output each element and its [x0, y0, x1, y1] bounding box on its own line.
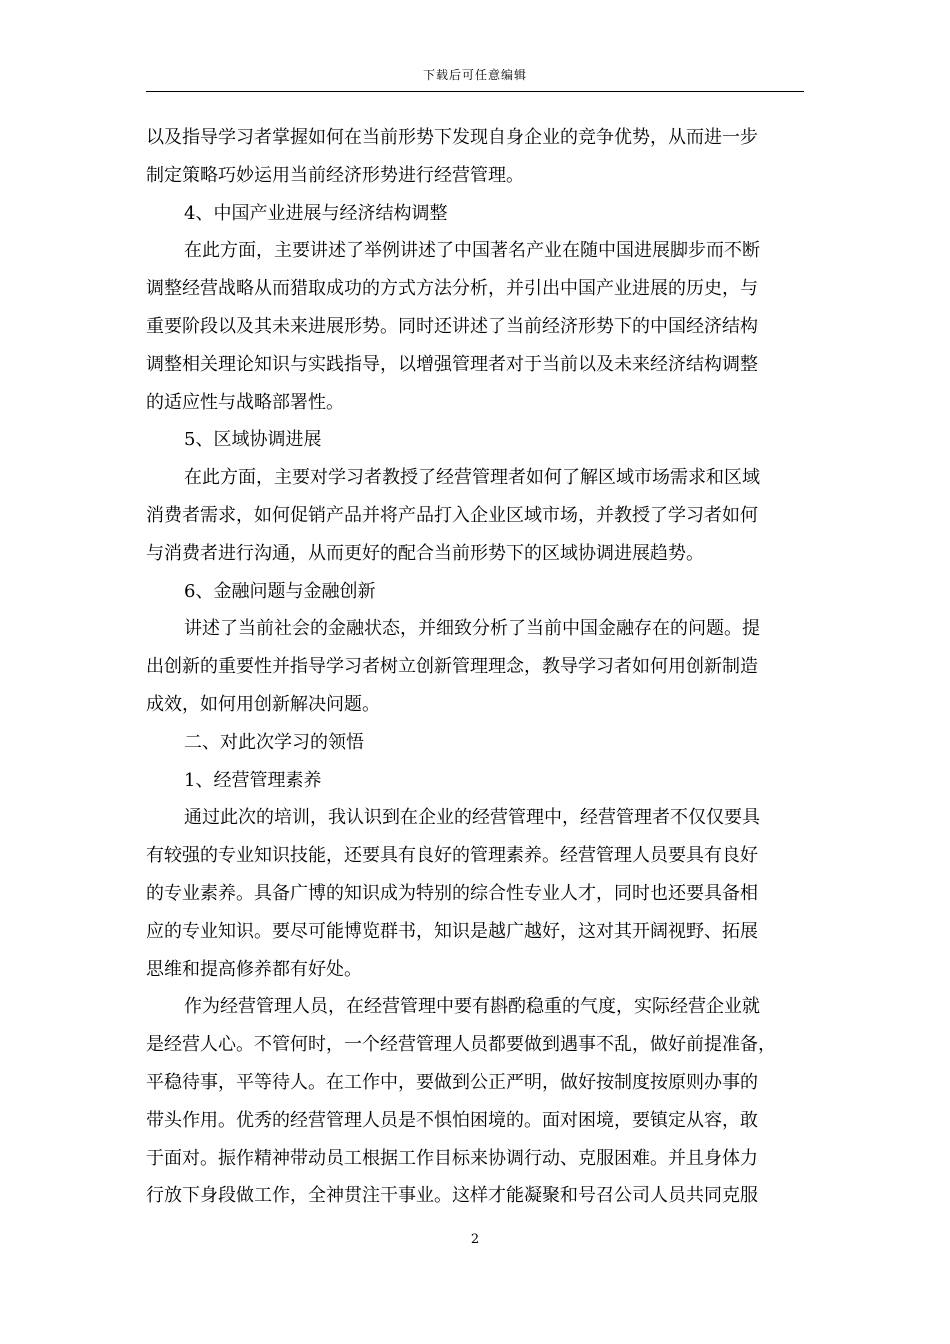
text-line: 在此方面，主要对学习者教授了经营管理者如何了解区域市场需求和区域: [184, 467, 760, 489]
page-number: 2: [470, 1232, 480, 1247]
text-line: 5、区域协调进展: [184, 429, 322, 451]
text-line: 应的专业知识。要尽可能博览群书，知识是越广越好，这对其开阔视野、拓展: [146, 920, 758, 942]
text-line: 作为经营管理人员，在经营管理中要有斟酌稳重的气度，实际经营企业就: [184, 996, 760, 1018]
text-line: 思维和提高修养都有好处。: [146, 958, 362, 980]
text-line: 有较强的专业知识技能，还要具有良好的管理素养。经营管理人员要具有良好: [146, 845, 758, 867]
text-line: 以及指导学习者掌握如何在当前形势下发现自身企业的竞争优势，从而进一步: [146, 127, 758, 148]
text-line: 二、对此次学习的领悟: [184, 731, 364, 753]
text-line: 带头作用。优秀的经营管理人员是不惧怕困境的。面对困境，要镇定从容，敢: [146, 1109, 758, 1131]
text-line: 出创新的重要性并指导学习者树立创新管理理念，教导学习者如何用创新制造: [146, 656, 758, 678]
text-line: 调整相关理论知识与实践指导，以增强管理者对于当前以及未来经济结构调整: [146, 353, 758, 375]
page-header: 下载后可任意编辑: [422, 68, 527, 82]
text-line: 平稳待事，平等待人。在工作中，要做到公正严明，做好按制度按原则办事的: [146, 1071, 758, 1093]
text-line: 6、金融问题与金融创新: [184, 580, 376, 602]
document-body: [146, 119, 806, 1215]
text-line: 1、经营管理素养: [184, 769, 322, 791]
text-line: 消费者需求，如何促销产品并将产品打入企业区域市场，并教授了学习者如何: [146, 504, 758, 526]
text-line: 是经营人心。不管何时，一个经营管理人员都要做到遇事不乱，做好前提准备，: [146, 1034, 776, 1056]
text-line: 行放下身段做工作，全神贯注干事业。这样才能凝聚和号召公司人员共同克服: [146, 1185, 758, 1207]
text-line: 4、中国产业进展与经济结构调整: [184, 202, 448, 224]
text-line: 的专业素养。具备广博的知识成为特别的综合性专业人才，同时也还要具备相: [146, 882, 758, 904]
text-line: 讲述了当前社会的金融状态，并细致分析了当前中国金融存在的问题。提: [184, 618, 760, 640]
text-line: 调整经营战略从而猎取成功的方式方法分析，并引出中国产业进展的历史，与: [146, 278, 758, 300]
text-line: 制定策略巧妙运用当前经济形势进行经营管理。: [146, 164, 524, 186]
text-line: 成效，如何用创新解决问题。: [146, 693, 380, 715]
text-line: 与消费者进行沟通，从而更好的配合当前形势下的区域协调进展趋势。: [146, 542, 704, 564]
text-line: 重要阶段以及其未来进展形势。同时还讲述了当前经济形势下的中国经济结构: [146, 315, 758, 337]
text-line: 通过此次的培训，我认识到在企业的经营管理中，经营管理者不仅仅要具: [184, 807, 760, 829]
text-line: 在此方面，主要讲述了举例讲述了中国著名产业在随中国进展脚步而不断: [184, 240, 760, 262]
text-line: 于面对。振作精神带动员工根据工作目标来协调行动、克服困难。并且身体力: [146, 1147, 758, 1169]
header-rule: [146, 91, 804, 92]
text-line: 的适应性与战略部署性。: [146, 391, 344, 413]
